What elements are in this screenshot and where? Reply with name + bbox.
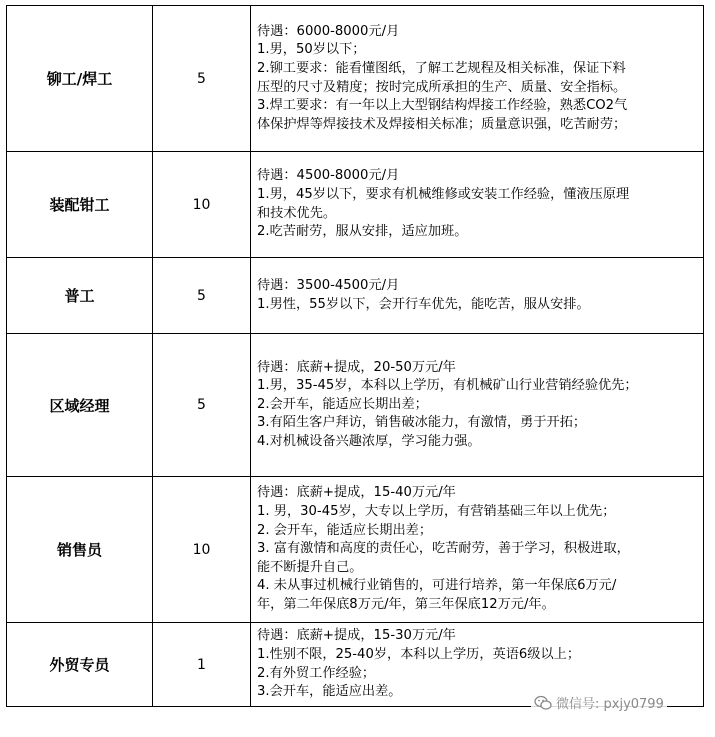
watermark-text: 微信号: pxjy0799	[556, 697, 664, 712]
description-line: 和技术优先。	[257, 205, 337, 221]
description-line: 1.性别不限，25-40岁，本科以上学历，英语6级以上；	[257, 646, 581, 662]
description-line: 3.焊工要求：有一年以上大型钢结构焊接工作经验，熟悉CO2气	[257, 98, 628, 114]
job-description	[251, 477, 704, 623]
job-title: 普工	[7, 258, 153, 334]
description-line: 待遇：底薪+提成，15-40万元/年	[257, 485, 456, 501]
description-line: 2.会开车，能适应长期出差；	[257, 396, 428, 412]
job-description	[251, 258, 704, 334]
description-line: 1.男，35-45岁，本科以上学历，有机械矿山行业营销经验优先；	[257, 378, 638, 394]
description-line: 1. 男，30-45岁，大专以上学历，有营销基础三年以上优先；	[257, 504, 616, 520]
description-line: 4. 未从事过机械行业销售的，可进行培养，第一年保底6万元/	[257, 578, 617, 594]
description-line: 压型的尺寸及精度；按时完成所承担的生产、质量、安全指标。	[257, 79, 627, 95]
job-title: 装配钳工	[7, 152, 153, 258]
job-table-body	[7, 6, 704, 707]
description-line: 1.男，50岁以下；	[257, 42, 366, 58]
description-line: 3.会开车，能适应出差。	[257, 684, 402, 700]
job-count: 5	[153, 258, 251, 334]
job-title: 外贸专员	[7, 623, 153, 707]
description-line: 2. 会开车，能适应长期出差；	[257, 522, 433, 538]
job-title: 铆工/焊工	[7, 6, 153, 152]
job-table	[6, 5, 704, 707]
wechat-watermark	[531, 692, 667, 713]
job-row	[7, 477, 704, 623]
job-count: 1	[153, 623, 251, 707]
wechat-icon	[534, 695, 552, 711]
job-title: 区域经理	[7, 334, 153, 477]
job-count: 5	[153, 334, 251, 477]
description-line: 能不断提升自己。	[257, 559, 363, 575]
description-line: 1.男性，55岁以下，会开行车优先，能吃苦，服从安排。	[257, 296, 590, 312]
description-line: 待遇：6000-8000元/月	[257, 23, 400, 39]
description-line: 待遇：4500-8000元/月	[257, 168, 400, 184]
description-line: 待遇：底薪+提成，15-30万元/年	[257, 628, 456, 644]
job-row	[7, 152, 704, 258]
description-line: 2.铆工要求：能看懂图纸，了解工艺规程及相关标准，保证下料	[257, 60, 626, 76]
description-line: 2.有外贸工作经验；	[257, 665, 376, 681]
description-line: 年，第二年保底8万元/年，第三年保底12万元/年。	[257, 596, 555, 612]
job-count: 5	[153, 6, 251, 152]
description-line: 待遇：底薪+提成，20-50万元/年	[257, 359, 456, 375]
job-description	[251, 6, 704, 152]
description-line: 3. 富有激情和高度的责任心，吃苦耐劳，善于学习，积极进取，	[257, 541, 630, 557]
description-line: 2.吃苦耐劳，服从安排，适应加班。	[257, 224, 468, 240]
description-line: 3.有陌生客户拜访，销售破冰能力，有激情，勇于开拓；	[257, 415, 587, 431]
description-line: 1.男，45岁以下，要求有机械维修或安装工作经验，懂液压原理	[257, 186, 630, 202]
job-title: 销售员	[7, 477, 153, 623]
description-line: 待遇：3500-4500元/月	[257, 277, 400, 293]
description-line: 体保护焊等焊接技术及焊接相关标准；质量意识强，吃苦耐劳；	[257, 116, 627, 132]
job-row	[7, 6, 704, 152]
job-count: 10	[153, 477, 251, 623]
job-row	[7, 334, 704, 477]
description-line: 4.对机械设备兴趣浓厚，学习能力强。	[257, 433, 481, 449]
job-count: 10	[153, 152, 251, 258]
job-description	[251, 334, 704, 477]
job-row	[7, 258, 704, 334]
job-description	[251, 152, 704, 258]
